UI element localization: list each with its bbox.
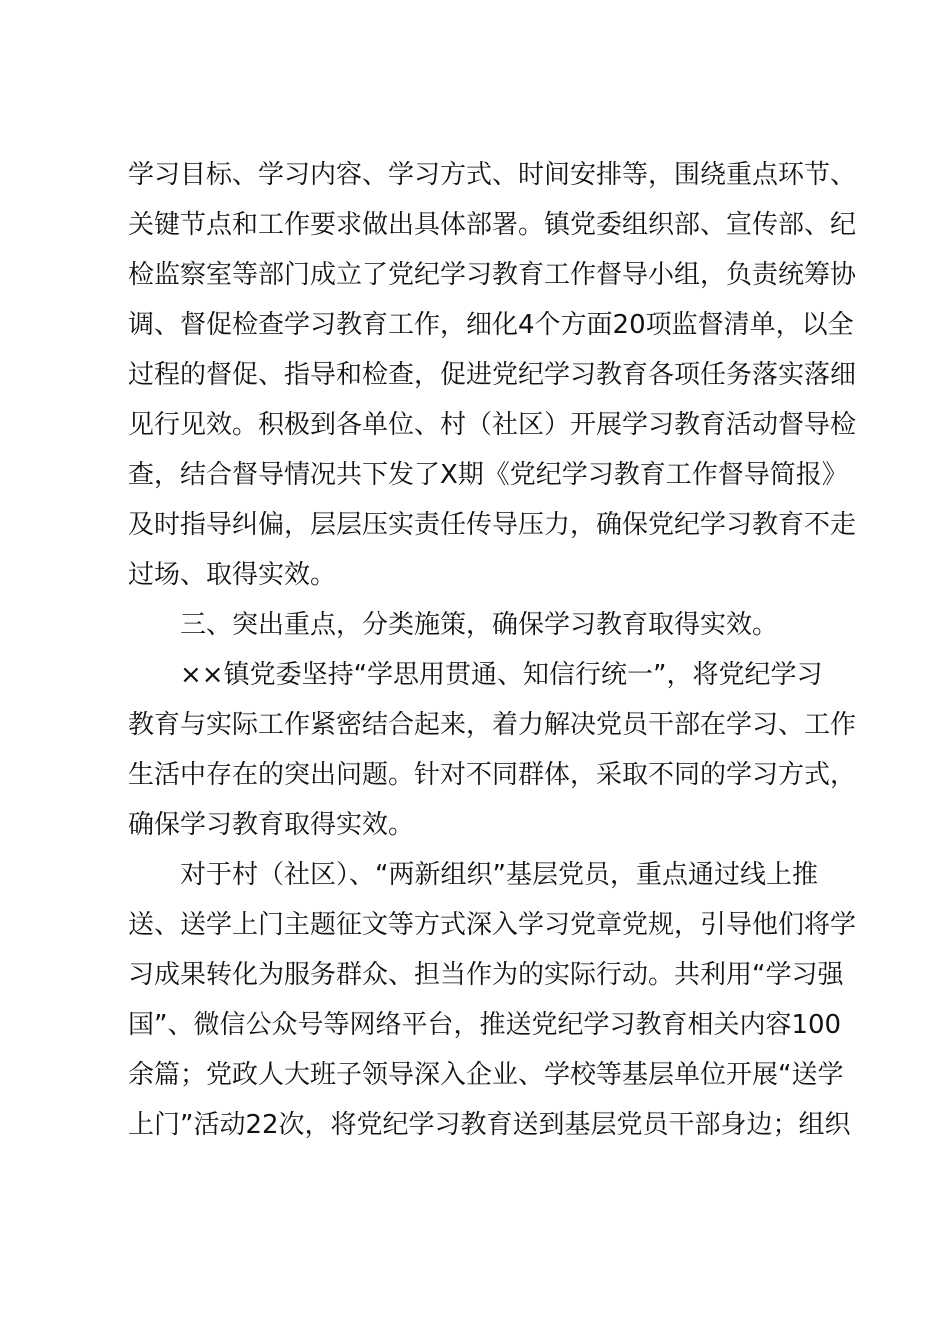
text-line: 余篇；党政人大班子领导深入企业、学校等基层单位开展“送学 xyxy=(128,1060,844,1090)
paragraph-start: 对于村（社区）、“两新组织”基层党员，重点通过线上推 xyxy=(180,860,818,890)
text-line: 关键节点和工作要求做出具体部署。镇党委组织部、宣传部、纪 xyxy=(128,210,857,240)
paragraph-start: ××镇党委坚持“学思用贯通、知信行统一”，将党纪学习 xyxy=(180,660,823,690)
text-line: 确保学习教育取得实效。 xyxy=(128,810,415,840)
text-line: 学习目标、学习内容、学习方式、时间安排等，围绕重点环节、 xyxy=(128,160,857,190)
text-line: 过程的督促、指导和检查，促进党纪学习教育各项任务落实落细 xyxy=(128,360,857,390)
text-line: 过场、取得实效。 xyxy=(128,560,337,590)
text-line: 生活中存在的突出问题。针对不同群体，采取不同的学习方式， xyxy=(128,760,857,790)
text-line: 上门”活动22次，将党纪学习教育送到基层党员干部身边；组织 xyxy=(128,1110,851,1140)
text-line: 调、督促检查学习教育工作，细化4个方面20项监督清单，以全 xyxy=(128,310,854,340)
text-line: 查，结合督导情况共下发了X期《党纪学习教育工作督导简报》 xyxy=(128,460,848,490)
text-line: 及时指导纠偏，层层压实责任传导压力，确保党纪学习教育不走 xyxy=(128,510,857,540)
text-line: 见行见效。积极到各单位、村（社区）开展学习教育活动督导检 xyxy=(128,410,857,440)
text-line: 送、送学上门主题征文等方式深入学习党章党规，引导他们将学 xyxy=(128,910,857,940)
text-line: 国”、微信公众号等网络平台，推送党纪学习教育相关内容100 xyxy=(128,1010,842,1040)
document-body xyxy=(128,150,857,1150)
text-line: 教育与实际工作紧密结合起来，着力解决党员干部在学习、工作 xyxy=(128,710,857,740)
section-heading: 三、突出重点，分类施策，确保学习教育取得实效。 xyxy=(180,610,779,640)
text-line: 检监察室等部门成立了党纪学习教育工作督导小组，负责统筹协 xyxy=(128,260,857,290)
text-line: 习成果转化为服务群众、担当作为的实际行动。共利用“学习强 xyxy=(128,960,844,990)
